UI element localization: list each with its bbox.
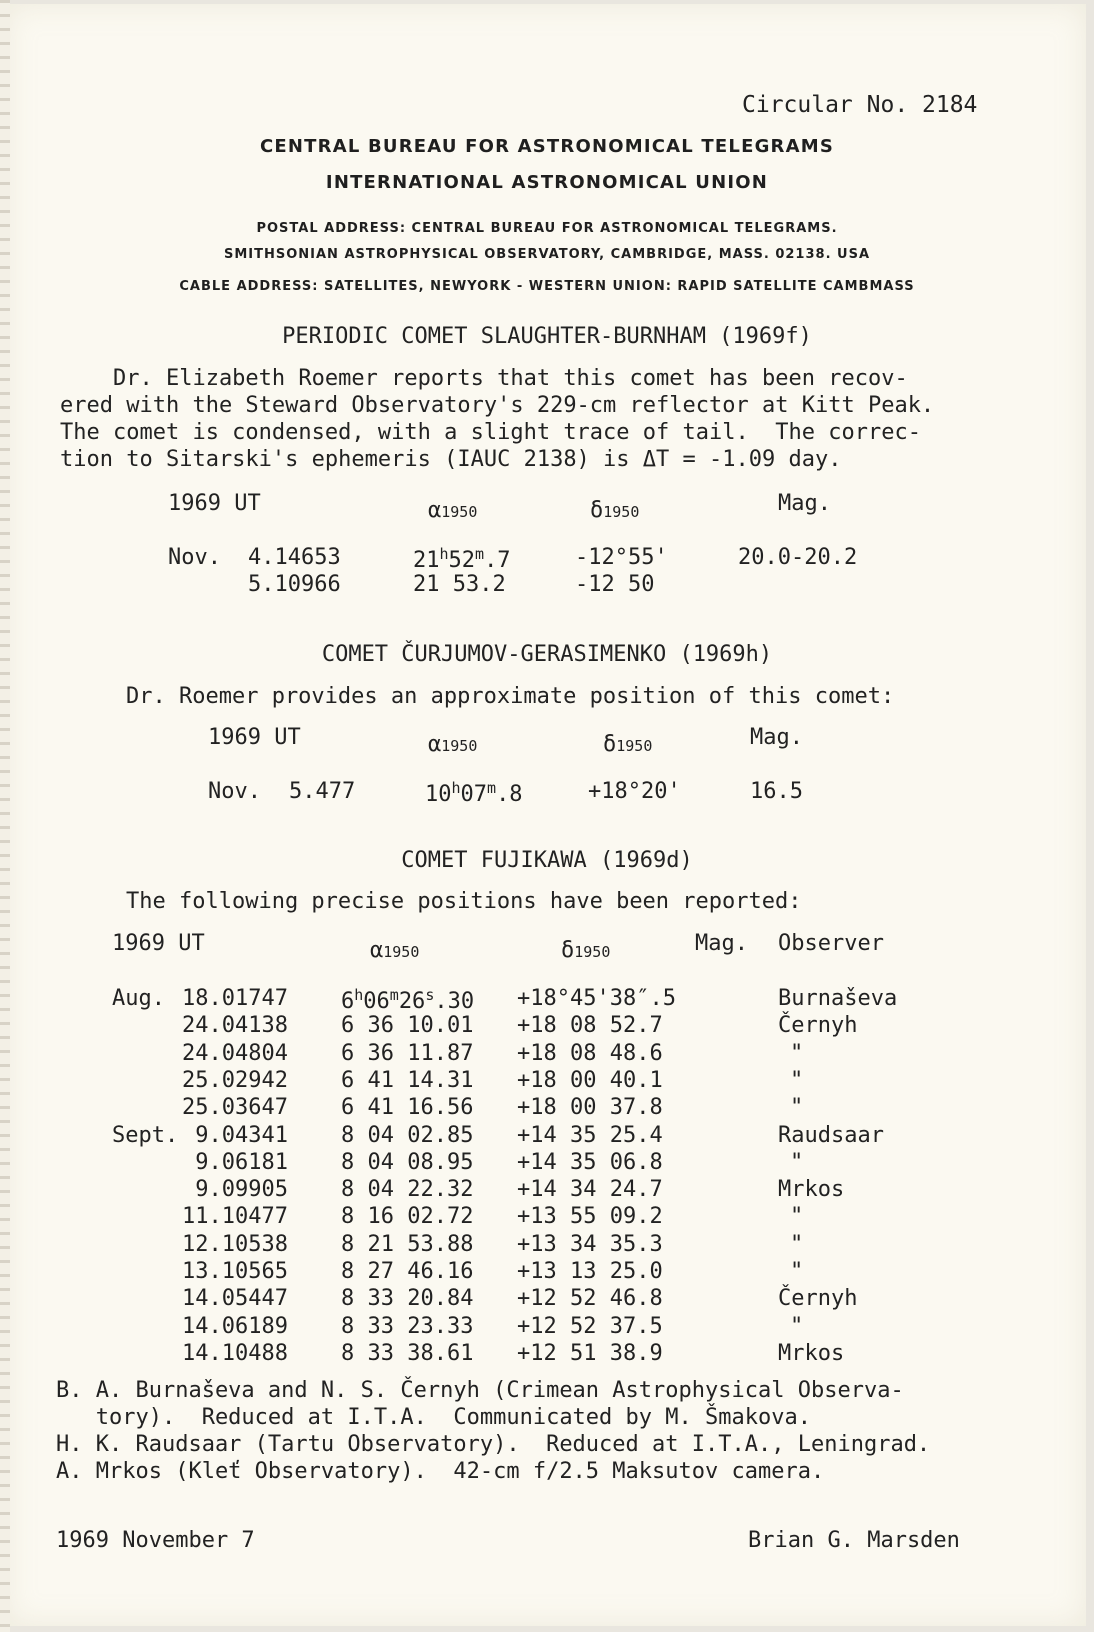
table-cell-ra: 8 33 38.61 xyxy=(341,1340,474,1366)
table-cell-dec: +18 08 52.7 xyxy=(517,1013,663,1039)
section3-text: The following precise positions have been reported: xyxy=(126,889,802,914)
s3-col-mag: Mag. xyxy=(695,931,748,956)
note-burnaseva: B. A. Burnaševa and N. S. Černyh (Crimean Astrophysical Observa- xyxy=(56,1378,904,1403)
s2-col-dec: δ1950 xyxy=(603,732,653,757)
bureau-title: CENTRAL BUREAU FOR ASTRONOMICAL TELEGRAMS xyxy=(259,136,835,157)
s1-col-date: 1969 UT xyxy=(168,491,261,516)
s1-row1-month: Nov. xyxy=(168,545,221,570)
cable-address: CABLE ADDRESS: SATELLITES, NEWYORK - WESTERN UNION: RAPID SATELLITE CAMBMASS xyxy=(179,279,915,294)
table-cell-observer: " xyxy=(790,1067,804,1093)
table-cell-ra: 8 21 53.88 xyxy=(341,1231,474,1257)
table-cell-observer: " xyxy=(790,1095,804,1121)
s2-col-date: 1969 UT xyxy=(208,725,301,750)
table-cell-month: Aug. xyxy=(112,986,165,1011)
s2-row-day: 5.477 xyxy=(289,779,356,804)
table-cell-day: 14.10488 xyxy=(182,1340,288,1366)
table-cell-ra: 6 36 10.01 xyxy=(341,1013,474,1039)
table-cell-observer: " xyxy=(790,1204,804,1230)
section1-text-line1: Dr. Elizabeth Roemer reports that this comet has been recov- xyxy=(60,366,908,391)
table-cell-day: 14.05447 xyxy=(182,1286,288,1312)
section2-text: Dr. Roemer provides an approximate position of this comet: xyxy=(126,684,895,709)
postal-address-line2: SMITHSONIAN ASTROPHYSICAL OBSERVATORY, CAMBRIDGE, MASS. 02138. USA xyxy=(223,247,871,262)
table-cell-day: 9.04341 xyxy=(195,1122,288,1148)
section1-title: PERIODIC COMET SLAUGHTER-BURNHAM (1969f) xyxy=(282,324,812,349)
circular-number: Circular No. 2184 xyxy=(742,92,978,118)
s2-col-ra: α1950 xyxy=(428,732,478,757)
table-cell-day: 13.10565 xyxy=(182,1259,288,1284)
section1-text-line3: The comet is condensed, with a slight trace of tail. The correc- xyxy=(60,420,921,445)
table-cell-observer: " xyxy=(790,1149,804,1175)
table-cell-day: 11.10477 xyxy=(182,1204,288,1230)
s1-row1-mag: 20.0-20.2 xyxy=(738,545,858,570)
table-cell-day: 25.02942 xyxy=(182,1067,288,1093)
table-cell-observer: " xyxy=(790,1231,804,1257)
s2-row-month: Nov. xyxy=(208,779,261,804)
table-cell-day: 9.09905 xyxy=(195,1177,288,1203)
table-cell-dec: +12 51 38.9 xyxy=(517,1340,663,1366)
table-cell-ra: 8 04 08.95 xyxy=(341,1149,474,1175)
s2-col-mag: Mag. xyxy=(750,725,803,750)
union-title: INTERNATIONAL ASTRONOMICAL UNION xyxy=(325,172,769,193)
footer-date: 1969 November 7 xyxy=(56,1528,255,1553)
table-cell-dec: +14 34 24.7 xyxy=(517,1177,663,1203)
table-cell-observer: Raudsaar xyxy=(778,1122,884,1148)
table-cell-observer: Burnaševa xyxy=(778,986,898,1011)
table-cell-dec: +14 35 06.8 xyxy=(517,1149,663,1175)
table-cell-dec: +12 52 37.5 xyxy=(517,1313,663,1339)
s1-col-dec: δ1950 xyxy=(590,498,640,523)
table-cell-dec: +13 34 35.3 xyxy=(517,1231,663,1257)
s2-row-ra: 10$^h$07$^m$.8 xyxy=(425,779,523,807)
s1-row2-ra: 21 53.2 xyxy=(413,572,506,597)
footer-author: Brian G. Marsden xyxy=(748,1528,960,1553)
table-cell-observer: " xyxy=(790,1259,804,1284)
table-cell-dec: +18 08 48.6 xyxy=(517,1040,663,1066)
table-cell-day: 24.04138 xyxy=(182,1013,288,1039)
table-cell-ra: 6 41 16.56 xyxy=(341,1095,474,1121)
table-cell-day: 18.01747 xyxy=(182,986,288,1011)
s1-row2-dec: -12 50 xyxy=(575,572,655,597)
table-cell-day: 14.06189 xyxy=(182,1313,288,1339)
table-cell-dec: +18°45'38″.5 xyxy=(517,986,676,1011)
s3-col-date: 1969 UT xyxy=(112,931,205,956)
table-cell-ra: 8 04 02.85 xyxy=(341,1122,474,1148)
note-mrkos: A. Mrkos (Kleť Observatory). 42-cm f/2.5 Maksutov camera. xyxy=(56,1459,825,1484)
s3-col-observer: Observer xyxy=(778,931,884,956)
table-cell-ra: 6$^h$06$^m$26$^s$.30 xyxy=(341,986,475,1014)
table-cell-ra: 8 04 22.32 xyxy=(341,1177,474,1203)
postal-address-line1: POSTAL ADDRESS: CENTRAL BUREAU FOR ASTRONOMICAL TELEGRAMS. xyxy=(256,221,838,236)
table-cell-ra: 8 27 46.16 xyxy=(341,1259,474,1284)
table-cell-day: 25.03647 xyxy=(182,1095,288,1121)
table-cell-ra: 8 33 20.84 xyxy=(341,1286,474,1312)
table-cell-observer: Černyh xyxy=(778,1013,858,1039)
s2-row-dec: +18°20' xyxy=(588,779,681,804)
s1-row2-day: 5.10966 xyxy=(248,572,341,597)
table-cell-ra: 6 36 11.87 xyxy=(341,1040,474,1066)
table-cell-day: 24.04804 xyxy=(182,1040,288,1066)
table-cell-ra: 8 16 02.72 xyxy=(341,1204,474,1230)
s1-row1-day: 4.14653 xyxy=(248,545,341,570)
table-cell-day: 9.06181 xyxy=(195,1149,288,1175)
table-cell-dec: +13 13 25.0 xyxy=(517,1259,663,1284)
table-cell-observer: Mrkos xyxy=(778,1177,845,1203)
section2-title: COMET ČURJUMOV-GERASIMENKO (1969h) xyxy=(321,642,773,667)
table-cell-month: Sept. xyxy=(112,1122,179,1148)
section1-text-line2: ered with the Steward Observatory's 229-cm reflector at Kitt Peak. xyxy=(60,393,935,418)
s3-col-dec: δ1950 xyxy=(561,938,611,963)
table-cell-observer: " xyxy=(790,1040,804,1066)
table-cell-ra: 8 33 23.33 xyxy=(341,1313,474,1339)
note-raudsaar: H. K. Raudsaar (Tartu Observatory). Reduced at I.T.A., Leningrad. xyxy=(56,1432,931,1457)
s1-col-mag: Mag. xyxy=(778,491,831,516)
table-cell-dec: +18 00 40.1 xyxy=(517,1067,663,1093)
table-cell-day: 12.10538 xyxy=(182,1231,288,1257)
table-cell-observer: Černyh xyxy=(778,1286,858,1312)
table-cell-observer: Mrkos xyxy=(778,1340,845,1366)
table-cell-dec: +18 00 37.8 xyxy=(517,1095,663,1121)
table-cell-dec: +13 55 09.2 xyxy=(517,1204,663,1230)
binding-edge xyxy=(0,0,10,1632)
s1-row1-dec: -12°55' xyxy=(575,545,668,570)
s3-col-ra: α1950 xyxy=(370,938,420,963)
s2-row-mag: 16.5 xyxy=(750,779,803,804)
section3-title: COMET FUJIKAWA (1969d) xyxy=(401,848,693,873)
note-burnaseva-cont: tory). Reduced at I.T.A. Communicated by M. Šmakova. xyxy=(56,1405,811,1430)
table-cell-observer: " xyxy=(790,1313,804,1339)
s1-row1-ra: 21$^h$52$^m$.7 xyxy=(413,545,511,573)
table-cell-dec: +12 52 46.8 xyxy=(517,1286,663,1312)
table-cell-ra: 6 41 14.31 xyxy=(341,1067,474,1093)
s1-col-ra: α1950 xyxy=(428,498,478,523)
table-cell-dec: +14 35 25.4 xyxy=(517,1122,663,1148)
section1-text-line4: tion to Sitarski's ephemeris (IAUC 2138) is ΔT = -1.09 day. xyxy=(60,447,842,472)
